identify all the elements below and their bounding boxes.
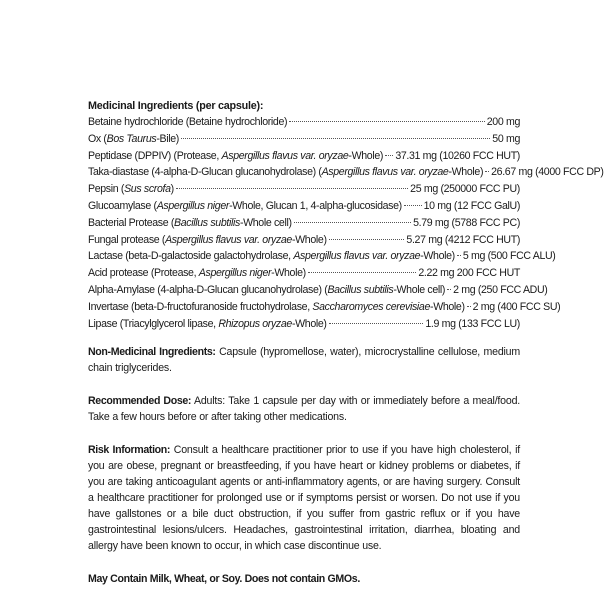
ingredient-name [88,232,327,249]
ingredient-name-part: -Whole) [348,149,384,162]
ingredient-amount: 2 mg (400 FCC SU) [472,300,561,313]
dot-leader [404,205,422,206]
ingredient-amount: 37.31 mg (10260 FCC HUT) [395,149,520,162]
ingredient-row [88,265,520,282]
ingredient-name-part: Fungal protease ( [88,233,166,246]
ingredient-row [88,164,604,181]
ingredient-name [88,164,483,181]
dot-leader [447,289,451,290]
ingredient-name-part: Pepsin ( [88,183,125,196]
ingredient-row [88,114,520,131]
ingredient-source-italic: Aspergillus niger [198,267,272,280]
ingredient-source-italic: Aspergillus niger [156,199,230,212]
non-medicinal-text: Capsule (hypromellose, water), microcrystalline cellulose, medium chain triglycerides. [88,346,520,375]
ingredient-name-part: Betaine hydrochloride (Betaine hydrochloride) [88,116,288,128]
ingredient-source-italic: Bos Taurus [106,132,157,145]
medicinal-ingredients-list [88,114,604,332]
risk-information-label: Risk Information: [88,444,171,457]
ingredient-name-part: Alpha-Amylase (4-alpha-D-Glucan glucanohydrolase) ( [88,283,328,296]
ingredient-name-part: -Whole) [448,166,484,179]
ingredient-name-part: Invertase (beta-D-fructofuranoside fructohydrolase, [88,300,313,313]
ingredient-amount: 5 mg (500 FCC ALU) [462,250,556,263]
dot-leader [385,155,393,156]
ingredient-name-part: -Whole) [291,317,327,330]
ingredient-name [88,265,306,282]
ingredient-amount: 2.22 mg 200 FCC HUT [418,267,520,280]
ingredient-name [88,131,179,148]
ingredient-name [88,299,465,316]
dot-leader [329,323,424,324]
dot-leader [289,121,485,122]
ingredient-name [88,181,174,198]
ingredient-name [88,316,327,333]
ingredient-name [88,248,455,265]
ingredient-name-part: ) [170,183,174,196]
ingredient-name-part: Acid protease (Protease, [88,267,199,280]
ingredient-name-part: -Whole) [430,300,465,313]
ingredient-row [88,198,520,215]
ingredient-amount: 1.9 mg (133 FCC LU) [425,317,520,330]
allergen-statement [88,571,520,587]
recommended-dose-label: Recommended Dose: [88,395,192,408]
ingredient-source-italic: Aspergillus flavus var. oryzae [321,166,449,179]
ingredient-name-part: -Whole) [420,250,455,263]
risk-information-text: Consult a healthcare practitioner prior to use if you have high cholesterol, if you are obese, pregnant or breastfeeding, if you have heart or kidney problems or diabetes, if you are taking anticoagulant agents or anti-inflammatory agents, or are having surgery. Consult a healthcare practitioner for prolonged use or if symptoms persist or worsen. Do not use if you have gallstones or a bile duct obstruction, if you suffer from gastric reflux or if you have gastrointestinal lesions/ulcers. Headaches, gastrointestinal irritation, diarrhea, bloating and allergy have been known to occur, in which case discontinue use. [88,444,520,553]
dot-leader [457,255,461,256]
dot-leader [485,171,489,172]
ingredient-amount: 26.67 mg (4000 FCC DP) [491,166,604,179]
ingredient-amount: 200 mg [486,116,520,128]
ingredient-row [88,148,520,165]
ingredient-name-part: -Whole cell) [393,283,446,296]
ingredient-name [88,215,292,232]
ingredient-row [88,232,520,249]
ingredient-row [88,215,520,232]
non-medicinal-label: Non-Medicinal Ingredients: [88,346,216,359]
ingredient-name-part: Bacterial Protease ( [88,216,175,229]
ingredient-source-italic: Aspergillus flavus var. oryzae [293,250,421,263]
ingredient-name-part: Glucoamylase ( [88,199,157,212]
ingredient-name [88,148,383,165]
medicinal-ingredients-heading: Medicinal Ingredients (per capsule): [88,100,264,112]
ingredient-row [88,131,520,148]
ingredient-row [88,282,548,299]
ingredient-name-part: Lipase (Triacylglycerol lipase, [88,317,219,330]
ingredient-name-part: -Whole) [291,233,327,246]
ingredient-name-part: -Bile) [156,132,179,145]
ingredient-name-part: -Whole cell) [239,216,292,229]
ingredient-name [88,282,445,299]
ingredient-source-italic: Bacillus subtilis [174,216,240,229]
non-medicinal-ingredients [88,344,520,376]
ingredient-amount: 5.79 mg (5788 FCC PC) [413,216,520,229]
allergen-text: May Contain Milk, Wheat, or Soy. Does not contain GMOs. [88,573,360,586]
dot-leader [329,239,405,240]
risk-information [88,442,520,554]
dot-leader [176,188,408,189]
ingredient-row [88,316,520,333]
dot-leader [181,138,490,139]
ingredient-source-italic: Bacillus subtilis [327,283,394,296]
ingredient-name-part: Taka-diastase (4-alpha-D-Glucan glucanohydrolase) ( [88,166,322,179]
dot-leader [467,306,471,307]
dot-leader [294,222,411,223]
ingredient-source-italic: Aspergillus flavus var. oryzae [221,149,349,162]
ingredient-amount: 25 mg (250000 FCC PU) [410,183,520,196]
ingredient-row [88,299,561,316]
ingredient-name-part: Peptidase (DPPIV) (Protease, [88,149,222,162]
ingredient-amount: 10 mg (12 FCC GalU) [423,199,520,212]
ingredient-source-italic: Aspergillus flavus var. oryzae [165,233,292,246]
recommended-dose [88,393,520,425]
recommended-dose-text: Adults: Take 1 capsule per day with or immediately before a meal/food. Take a few hours before or after taking other medications. [88,395,520,424]
ingredient-name [88,198,402,215]
ingredient-name-part: -Whole) [271,267,306,280]
ingredient-row [88,181,520,198]
supplement-facts-document [88,98,604,587]
ingredient-name [88,114,287,131]
ingredient-amount: 2 mg (250 FCC ADU) [453,283,548,296]
ingredient-amount: 5.27 mg (4212 FCC HUT) [406,233,520,246]
ingredient-name-part: Lactase (beta-D-galactoside galactohydrolase, [88,250,294,263]
ingredient-source-italic: Rhizopus oryzae [218,317,292,330]
ingredient-amount: 50 mg [492,132,520,145]
ingredient-source-italic: Saccharomyces cerevisiae [312,300,431,313]
ingredient-row [88,248,556,265]
dot-leader [308,272,417,273]
ingredient-source-italic: Sus scrofa [124,183,171,196]
ingredient-name-part: -Whole, Glucan 1, 4-alpha-glucosidase) [229,199,402,212]
ingredient-name-part: Ox ( [88,132,107,145]
